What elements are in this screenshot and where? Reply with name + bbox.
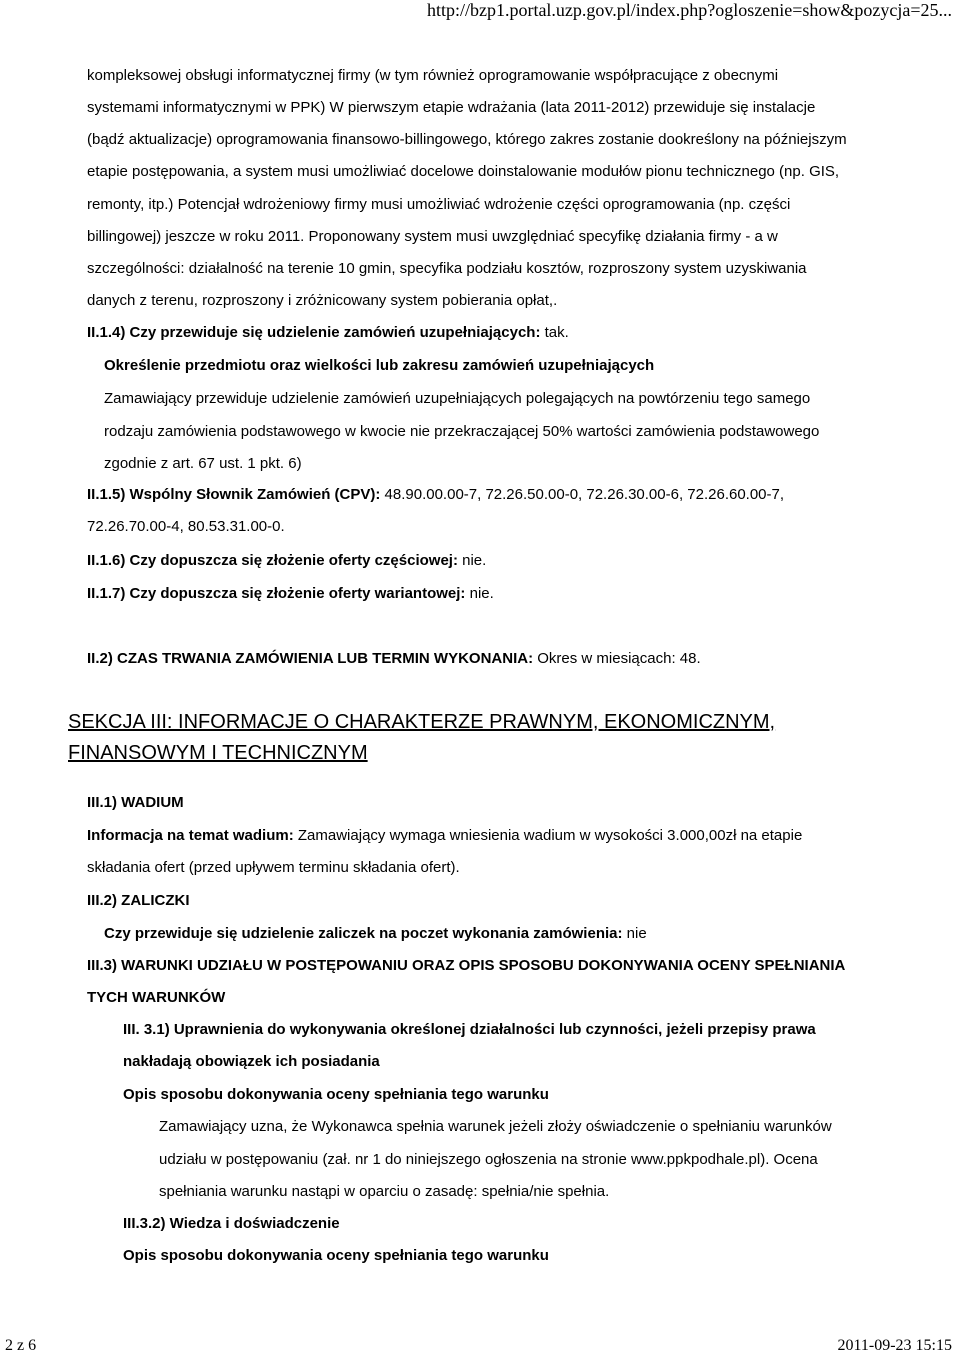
ii14-row bbox=[87, 324, 569, 342]
print-datetime: 2011-09-23 15:15 bbox=[837, 1337, 952, 1354]
intro-line: (bądź aktualizacje) oprogramowania finansowo-billingowego, którego zakres zostanie dookreślony na późniejszym bbox=[87, 131, 847, 148]
iii31-opis-title: Opis sposobu dokonywania oceny spełniania tego warunku bbox=[123, 1086, 549, 1103]
ii16-label: II.1.6) Czy dopuszcza się złożenie oferty częściowej: bbox=[87, 552, 458, 569]
ii15-row bbox=[87, 486, 784, 504]
ii14-label: II.1.4) Czy przewiduje się udzielenie zamówień uzupełniających: bbox=[87, 324, 541, 341]
ii14-sub-line: rodzaju zamówienia podstawowego w kwocie nie przekraczającej 50% wartości zamówienia podstawowego bbox=[104, 423, 820, 440]
iii3-heading: TYCH WARUNKÓW bbox=[87, 989, 226, 1006]
iii1-info-row bbox=[87, 827, 802, 845]
ii17-row bbox=[87, 585, 494, 603]
iii3-heading: III.3) WARUNKI UDZIAŁU W POSTĘPOWANIU ORAZ OPIS SPOSOBU DOKONYWANIA OCENY SPEŁNIANIA bbox=[87, 957, 846, 974]
iii1-info-label: Informacja na temat wadium: bbox=[87, 827, 294, 844]
iii1-info-cont: składania ofert (przed upływem terminu składania ofert). bbox=[87, 859, 460, 876]
ii16-row bbox=[87, 552, 486, 570]
ii14-sub-title: Określenie przedmiotu oraz wielkości lub zakresu zamówień uzupełniających bbox=[104, 357, 655, 374]
intro-line: kompleksowej obsługi informatycznej firmy (w tym również oprogramowanie współpracujące z obecnymi bbox=[87, 67, 779, 84]
iii2-question-row bbox=[104, 925, 647, 943]
intro-line: szczególności: działalność na terenie 10 gmin, specyfika podziału kosztów, rozproszony system uzyskiwania bbox=[87, 260, 807, 277]
intro-line: etapie postępowania, a system musi umożliwiać docelowe doinstalowanie modułów pionu technicznego (np. GIS, bbox=[87, 163, 840, 180]
iii31-opis-line: udziału w postępowaniu (zał. nr 1 do niniejszego ogłoszenia na stronie www.ppkpodhale.pl). Ocena bbox=[159, 1151, 818, 1168]
iii32-heading: III.3.2) Wiedza i doświadczenie bbox=[123, 1215, 340, 1232]
ii14-sub-line: zgodnie z art. 67 ust. 1 pkt. 6) bbox=[104, 455, 302, 472]
iii1-heading: III.1) WADIUM bbox=[87, 794, 184, 811]
ii14-sub-line: Zamawiający przewiduje udzielenie zamówień uzupełniających polegających na powtórzeniu tego samego bbox=[104, 390, 811, 407]
intro-line: billingowej) jeszcze w roku 2011. Proponowany system musi uwzględniać specyfikę działania firmy - a w bbox=[87, 228, 778, 245]
ii15-label: II.1.5) Wspólny Słownik Zamówień (CPV): bbox=[87, 486, 381, 503]
iii2-heading: III.2) ZALICZKI bbox=[87, 892, 190, 909]
intro-line: remonty, itp.) Potencjał wdrożeniowy firmy musi umożliwiać wdrożenie części oprogramowania (np. części bbox=[87, 196, 791, 213]
ii14-value: tak. bbox=[540, 324, 569, 341]
intro-line: systemami informatycznymi w PPK) W pierwszym etapie wdrażania (lata 2011-2012) przewiduje się instalacje bbox=[87, 99, 816, 116]
ii15-value: 48.90.00.00-7, 72.26.50.00-0, 72.26.30.00-6, 72.26.60.00-7, bbox=[380, 486, 785, 503]
ii16-value: nie. bbox=[457, 552, 487, 569]
iii1-info-value: Zamawiający wymaga wniesienia wadium w wysokości 3.000,00zł na etapie bbox=[293, 827, 803, 844]
ii2-row bbox=[87, 650, 701, 668]
page-url-header: http://bzp1.portal.uzp.gov.pl/index.php?ogloszenie=show&pozycja=25... bbox=[426, 0, 952, 20]
iii31-heading: nakładają obowiązek ich posiadania bbox=[123, 1053, 380, 1070]
section-title: FINANSOWYM I TECHNICZNYM bbox=[68, 742, 368, 764]
page-number: 2 z 6 bbox=[5, 1337, 37, 1354]
section-title: SEKCJA III: INFORMACJE O CHARAKTERZE PRAWNYM, EKONOMICZNYM, bbox=[68, 711, 776, 733]
iii32-opis-title: Opis sposobu dokonywania oceny spełniania tego warunku bbox=[123, 1247, 549, 1264]
iii2-question-value: nie bbox=[622, 925, 647, 942]
iii31-heading: III. 3.1) Uprawnienia do wykonywania określonej działalności lub czynności, jeżeli przepisy prawa bbox=[123, 1021, 816, 1038]
ii2-label: II.2) CZAS TRWANIA ZAMÓWIENIA LUB TERMIN WYKONANIA: bbox=[87, 650, 534, 667]
iii2-question-label: Czy przewiduje się udzielenie zaliczek na poczet wykonania zamówienia: bbox=[104, 925, 623, 942]
ii15-value-cont: 72.26.70.00-4, 80.53.31.00-0. bbox=[87, 518, 285, 535]
ii2-value: Okres w miesiącach: 48. bbox=[533, 650, 701, 667]
iii31-opis-line: spełniania warunku nastąpi w oparciu o zasadę: spełnia/nie spełnia. bbox=[159, 1183, 610, 1200]
intro-line: danych z terenu, rozproszony i zróżnicowany system pobierania opłat,. bbox=[87, 292, 558, 309]
iii31-opis-line: Zamawiający uzna, że Wykonawca spełnia warunek jeżeli złoży oświadczenie o spełnianiu warunków bbox=[159, 1118, 832, 1135]
ii17-label: II.1.7) Czy dopuszcza się złożenie oferty wariantowej: bbox=[87, 585, 466, 602]
ii17-value: nie. bbox=[465, 585, 494, 602]
